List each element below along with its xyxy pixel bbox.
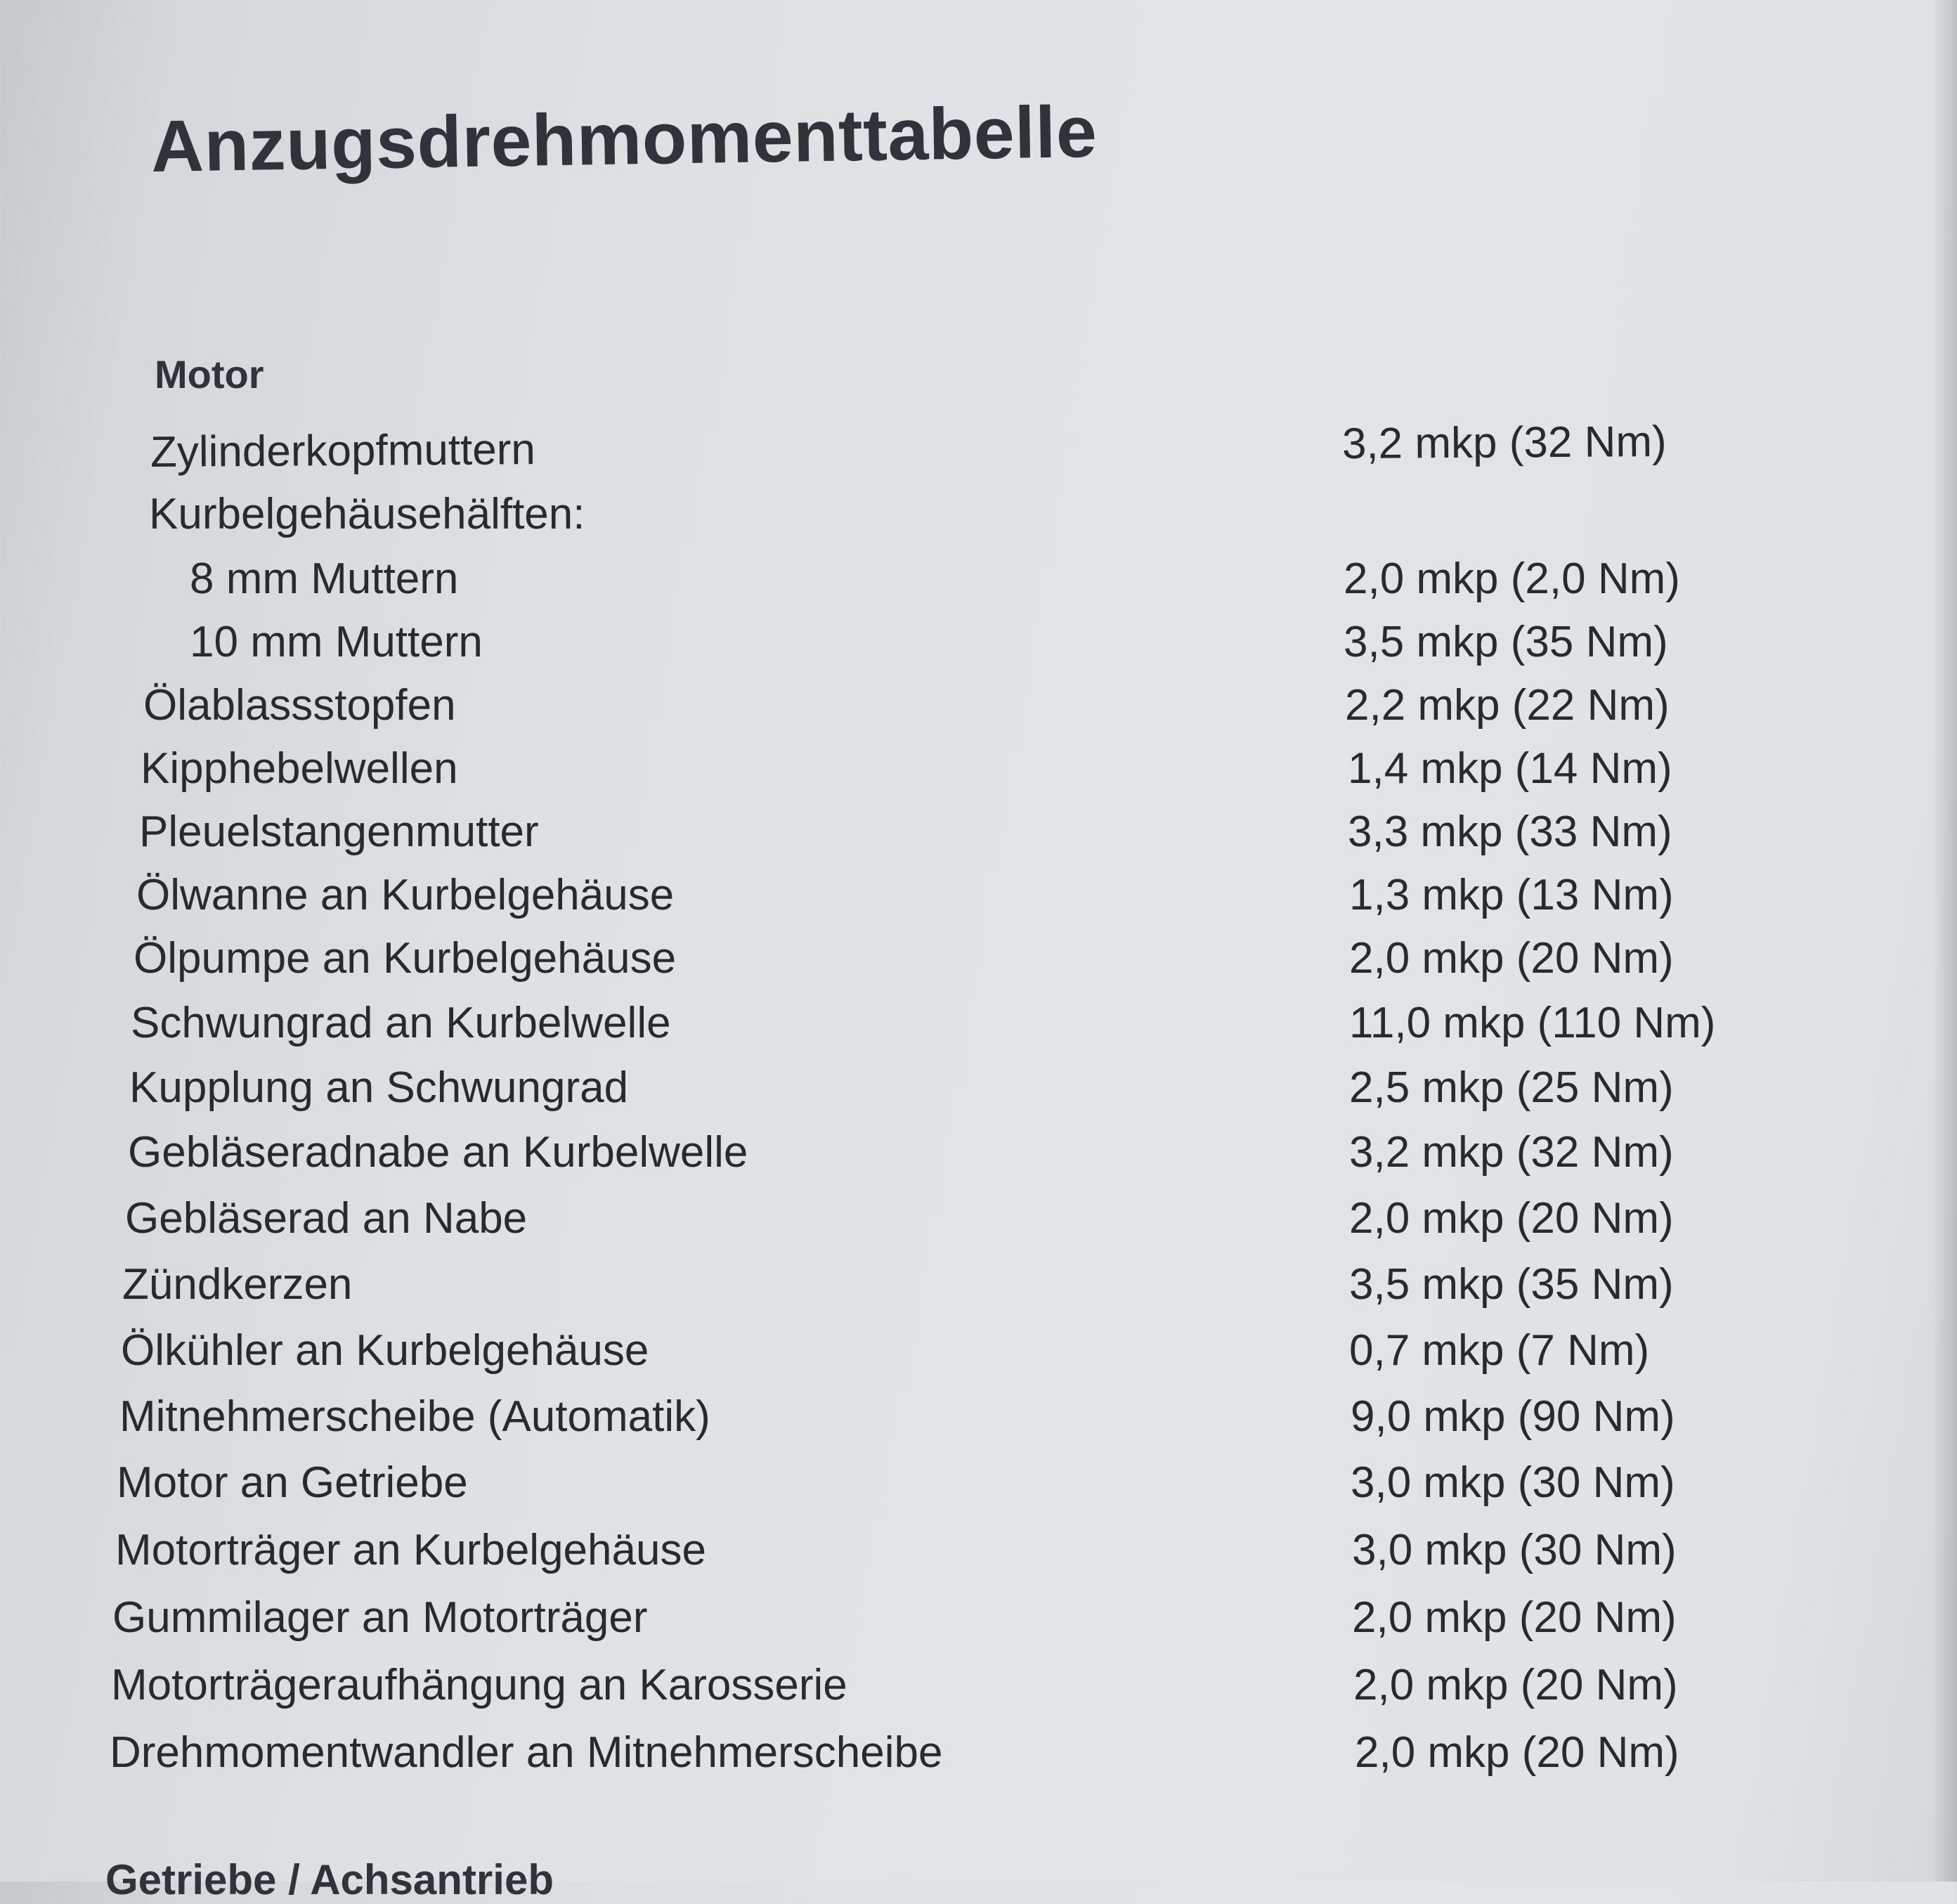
- row-value: 3,0 mkp (30 Nm): [1351, 1458, 1675, 1507]
- section-heading-motor: Motor: [155, 352, 264, 396]
- row-label: Drehmomentwandler an Mitnehmerscheibe: [110, 1728, 943, 1777]
- row-value: 3,5 mkp (35 Nm): [1349, 1260, 1674, 1309]
- row-label: Ölwanne an Kurbelgehäuse: [136, 871, 675, 919]
- row-label: 10 mm Muttern: [190, 618, 483, 666]
- row-value: 1,4 mkp (14 Nm): [1348, 744, 1672, 793]
- row-label: Gebläseradnabe an Kurbelwelle: [128, 1128, 748, 1177]
- row-label: Ölkühler an Kurbelgehäuse: [121, 1326, 649, 1375]
- row-label: Zylinderkopfmuttern: [150, 425, 536, 477]
- row-label: Kipphebelwellen: [141, 744, 458, 793]
- row-value: 3,0 mkp (30 Nm): [1352, 1526, 1677, 1574]
- row-value: 2,5 mkp (25 Nm): [1349, 1063, 1674, 1112]
- row-label: Zündkerzen: [122, 1260, 353, 1309]
- row-label: Motor an Getriebe: [117, 1458, 468, 1507]
- row-label: Motorträgeraufhängung an Karosserie: [111, 1661, 847, 1709]
- page-title: Anzugsdrehmomenttabelle: [150, 91, 1098, 188]
- row-value: 3,5 mkp (35 Nm): [1344, 618, 1668, 666]
- row-value: 2,2 mkp (22 Nm): [1345, 681, 1670, 730]
- row-label: Gebläserad an Nabe: [125, 1194, 528, 1243]
- table-row: [150, 417, 1667, 481]
- row-label: Ölpumpe an Kurbelgehäuse: [134, 934, 677, 983]
- next-section-heading-cut-off: Getriebe / Achsantrieb: [105, 1856, 554, 1903]
- row-value: 11,0 mkp (110 Nm): [1349, 999, 1716, 1047]
- row-value: 2,0 mkp (2,0 Nm): [1344, 555, 1680, 603]
- row-label: 8 mm Muttern: [190, 555, 459, 603]
- row-value: 1,3 mkp (13 Nm): [1349, 871, 1674, 919]
- row-value: 3,3 mkp (33 Nm): [1348, 808, 1672, 856]
- row-label: Kurbelgehäusehälften:: [149, 490, 585, 538]
- row-value: 3,2 mkp (32 Nm): [1341, 417, 1667, 469]
- row-value: 0,7 mkp (7 Nm): [1349, 1326, 1650, 1375]
- row-label: Motorträger an Kurbelgehäuse: [115, 1526, 706, 1574]
- row-label: Ölablassstopfen: [143, 681, 456, 730]
- row-value: 3,2 mkp (32 Nm): [1349, 1128, 1674, 1177]
- row-value: 9,0 mkp (90 Nm): [1351, 1392, 1675, 1441]
- row-label: Mitnehmerscheibe (Automatik): [119, 1392, 710, 1441]
- row-label: Gummilager an Motorträger: [112, 1593, 648, 1642]
- row-value: 2,0 mkp (20 Nm): [1353, 1661, 1678, 1709]
- row-label: Pleuelstangenmutter: [139, 808, 539, 856]
- row-value: 2,0 mkp (20 Nm): [1352, 1593, 1677, 1642]
- row-label: Kupplung an Schwungrad: [129, 1063, 629, 1112]
- row-value: 2,0 mkp (20 Nm): [1349, 1194, 1674, 1243]
- row-value: 2,0 mkp (20 Nm): [1355, 1728, 1679, 1777]
- row-label: Schwungrad an Kurbelwelle: [131, 999, 671, 1047]
- row-value: 2,0 mkp (20 Nm): [1349, 934, 1674, 983]
